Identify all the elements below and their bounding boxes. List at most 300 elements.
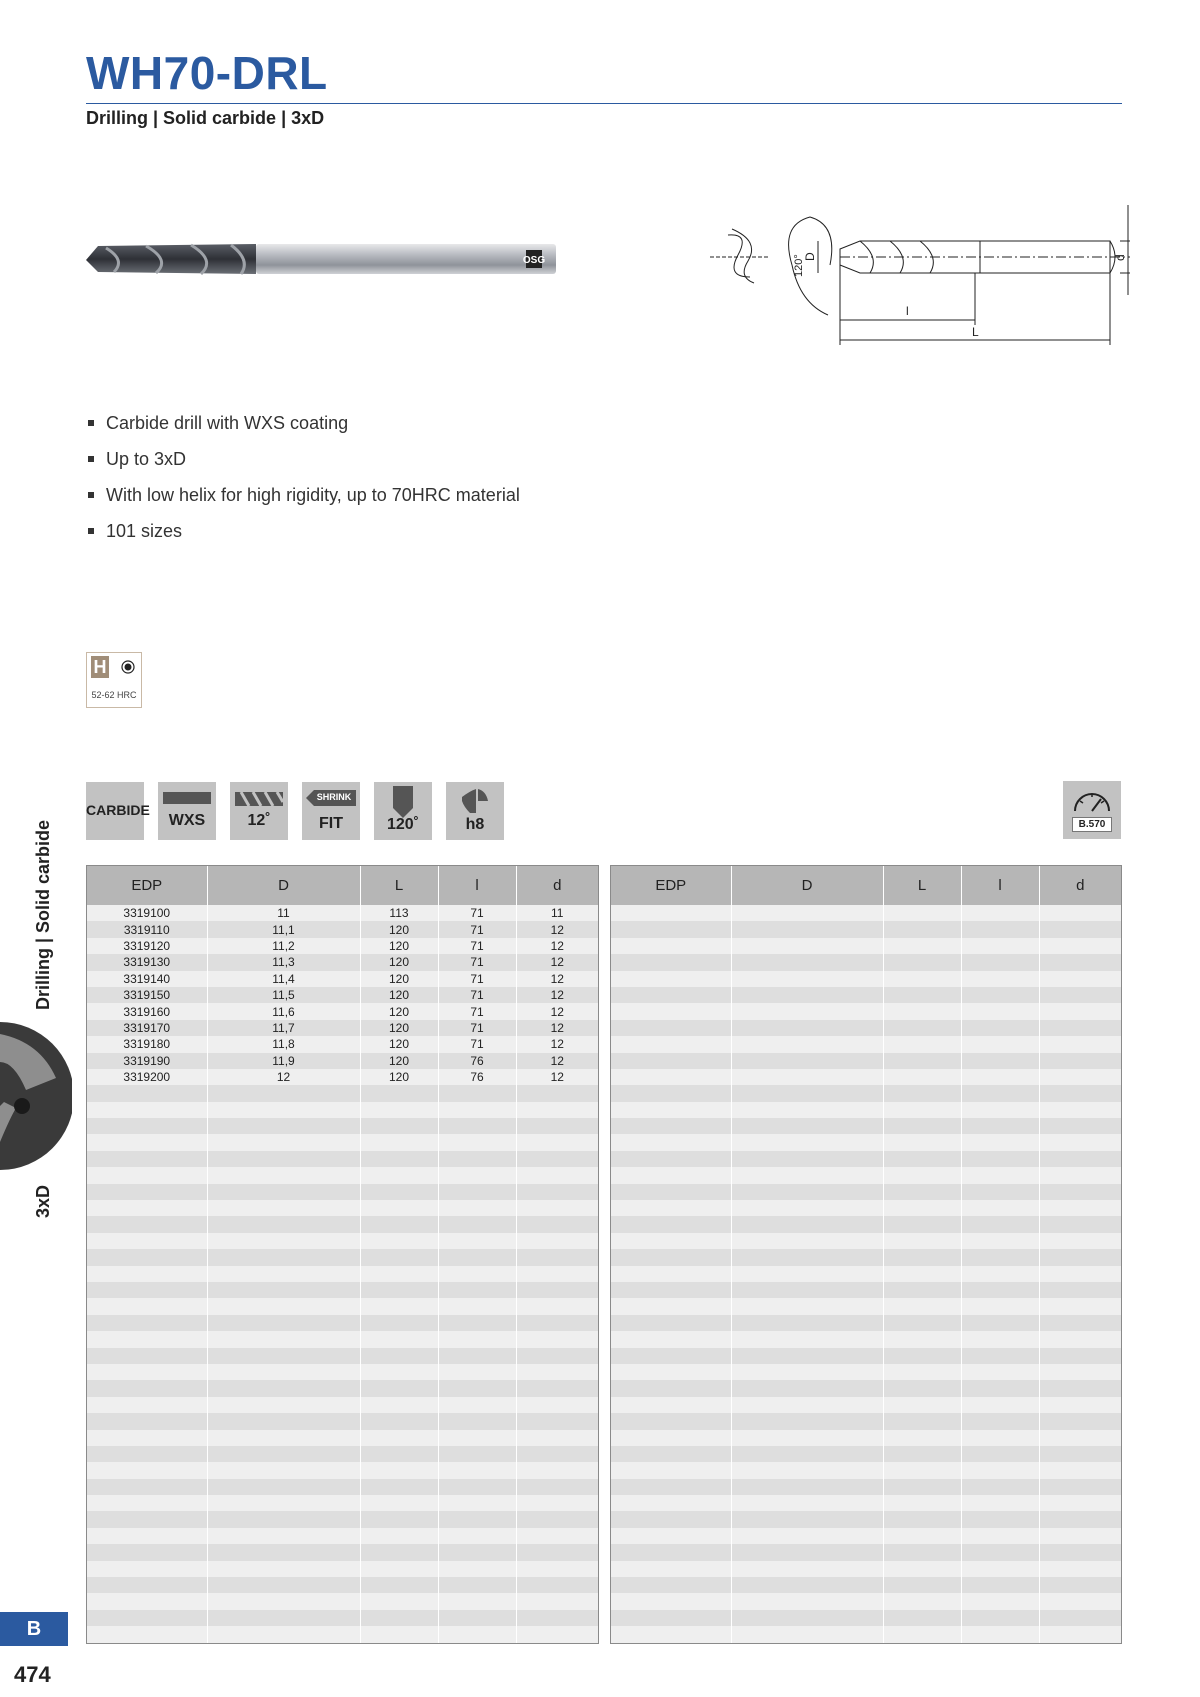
table-cell (731, 1331, 883, 1347)
table-cell (883, 1036, 961, 1052)
table-cell (438, 1134, 516, 1150)
material-badge (86, 652, 142, 708)
table-cell (883, 1430, 961, 1446)
table-cell (1039, 1593, 1121, 1609)
table-cell (360, 1462, 438, 1478)
table-row (611, 1495, 1121, 1511)
table-cell (961, 1413, 1039, 1429)
table-cell (516, 1479, 598, 1495)
table-row (611, 938, 1121, 954)
table-cell (360, 1118, 438, 1134)
table-cell (438, 1430, 516, 1446)
table-row (87, 987, 598, 1003)
table-cell (87, 1364, 207, 1380)
table-cell (883, 921, 961, 937)
table-cell (87, 1430, 207, 1446)
table-cell (611, 1413, 731, 1429)
table-cell (731, 1134, 883, 1150)
table-cell: 11 (516, 905, 598, 921)
table-cell (611, 987, 731, 1003)
table-cell (883, 971, 961, 987)
table-cell (360, 1626, 438, 1642)
table-cell (207, 1331, 360, 1347)
table-cell: 120 (360, 1053, 438, 1069)
table-row (611, 1069, 1121, 1085)
table-cell (731, 1003, 883, 1019)
shrink-label: SHRINK (316, 792, 352, 802)
table-cell (1039, 1348, 1121, 1364)
table-cell (360, 1266, 438, 1282)
table-cell (516, 1511, 598, 1527)
table-cell (731, 1167, 883, 1183)
table-cell (87, 1593, 207, 1609)
table-cell (360, 1446, 438, 1462)
table-cell (360, 1430, 438, 1446)
table-cell (360, 1085, 438, 1101)
table-cell (360, 1315, 438, 1331)
table-cell (360, 1593, 438, 1609)
table-cell: 113 (360, 905, 438, 921)
table-cell (87, 1446, 207, 1462)
table-cell: 12 (516, 1069, 598, 1085)
table-row (611, 1315, 1121, 1331)
drill-photo (86, 238, 566, 282)
table-cell (516, 1184, 598, 1200)
table-cell (516, 1266, 598, 1282)
table-row (87, 1626, 598, 1642)
table-cell (1039, 1102, 1121, 1118)
table-cell (1039, 938, 1121, 954)
drawing-label-angle: 120° (793, 254, 805, 277)
table-cell: 71 (438, 905, 516, 921)
gauge-icon (1072, 787, 1112, 813)
table-cell (516, 1561, 598, 1577)
table-cell (883, 1069, 961, 1085)
table-cell (883, 1380, 961, 1396)
table-cell (1039, 1610, 1121, 1626)
table-cell (883, 1593, 961, 1609)
table-cell (961, 1593, 1039, 1609)
table-cell (1039, 1200, 1121, 1216)
table-cell: 12 (516, 1003, 598, 1019)
table-cell (360, 1134, 438, 1150)
table-cell (516, 1528, 598, 1544)
table-cell (731, 1626, 883, 1642)
table-cell (961, 1528, 1039, 1544)
table-cell: 3319110 (87, 921, 207, 937)
coating-label: WXS (168, 812, 206, 829)
table-cell (516, 1430, 598, 1446)
table-row (87, 1413, 598, 1429)
coating-attribute (158, 782, 216, 840)
table-cell (438, 1331, 516, 1347)
table-cell (516, 1446, 598, 1462)
table-cell (438, 1315, 516, 1331)
table-cell (207, 1528, 360, 1544)
table-cell (961, 1249, 1039, 1265)
table-cell (731, 1577, 883, 1593)
table-cell (207, 1593, 360, 1609)
table-cell (611, 1020, 731, 1036)
table-cell (961, 1298, 1039, 1314)
table-cell (883, 1134, 961, 1150)
table-row (611, 1561, 1121, 1577)
table-cell (438, 1266, 516, 1282)
table-cell (731, 1561, 883, 1577)
table-cell (438, 1282, 516, 1298)
table-cell (87, 1413, 207, 1429)
table-row (611, 1397, 1121, 1413)
reference-attribute (1063, 781, 1121, 839)
table-cell (611, 1167, 731, 1183)
table-cell (883, 1495, 961, 1511)
table-cell (360, 1331, 438, 1347)
table-cell (611, 1577, 731, 1593)
table-cell (1039, 1233, 1121, 1249)
table-cell (438, 1298, 516, 1314)
table-row (87, 1134, 598, 1150)
table-cell (883, 1003, 961, 1019)
column-header: l (961, 866, 1039, 905)
table-cell: 120 (360, 1036, 438, 1052)
table-row (87, 1266, 598, 1282)
table-cell (1039, 1036, 1121, 1052)
table-cell: 11,7 (207, 1020, 360, 1036)
table-cell (611, 954, 731, 970)
table-cell (1039, 1184, 1121, 1200)
table-cell (1039, 1511, 1121, 1527)
table-cell (360, 1216, 438, 1232)
table-cell: 11,6 (207, 1003, 360, 1019)
table-cell (1039, 1167, 1121, 1183)
table-cell (516, 1249, 598, 1265)
table-cell (207, 1430, 360, 1446)
table-cell (731, 1495, 883, 1511)
table-cell (438, 1364, 516, 1380)
table-cell (883, 1233, 961, 1249)
column-header: d (516, 866, 598, 905)
table-cell (207, 1610, 360, 1626)
table-cell (611, 1118, 731, 1134)
table-cell (207, 1282, 360, 1298)
coating-bar-icon (163, 792, 211, 804)
table-cell (611, 1298, 731, 1314)
table-cell (961, 1036, 1039, 1052)
table-cell: 11,1 (207, 921, 360, 937)
table-row (87, 1577, 598, 1593)
table-row (611, 921, 1121, 937)
table-cell (87, 1479, 207, 1495)
table-row (611, 1134, 1121, 1150)
material-hardness-range: 52-62 HRC (91, 690, 137, 700)
table-cell (883, 1413, 961, 1429)
feature-text: Up to 3xD (106, 449, 187, 469)
table-row (87, 954, 598, 970)
table-cell (1039, 1331, 1121, 1347)
table-cell (438, 1544, 516, 1560)
table-cell (1039, 1020, 1121, 1036)
table-cell (611, 921, 731, 937)
table-cell (207, 1151, 360, 1167)
table-cell (731, 1413, 883, 1429)
table-row (611, 1200, 1121, 1216)
table-cell (883, 1102, 961, 1118)
table-cell: 11,5 (207, 987, 360, 1003)
table-cell: 11,9 (207, 1053, 360, 1069)
table-cell (611, 938, 731, 954)
table-cell (611, 905, 731, 921)
table-cell (731, 938, 883, 954)
table-row (87, 1479, 598, 1495)
table-cell (731, 1216, 883, 1232)
table-cell (961, 1331, 1039, 1347)
table-cell (883, 1610, 961, 1626)
column-header: D (731, 866, 883, 905)
table-cell: 12 (516, 971, 598, 987)
table-row (87, 1167, 598, 1183)
table-cell (611, 1216, 731, 1232)
table-cell (360, 1413, 438, 1429)
table-cell (438, 1413, 516, 1429)
drawing-label-L: L (972, 325, 979, 339)
table-cell (1039, 1380, 1121, 1396)
table-cell: 12 (516, 921, 598, 937)
table-cell (207, 1118, 360, 1134)
table-cell (883, 1282, 961, 1298)
table-cell (961, 1282, 1039, 1298)
table-row (87, 921, 598, 937)
table-cell (883, 1626, 961, 1642)
spec-table-left (86, 865, 599, 1644)
table-cell (731, 1298, 883, 1314)
column-header: D (207, 866, 360, 905)
table-cell (731, 1479, 883, 1495)
table-cell (731, 1184, 883, 1200)
table-cell (438, 1200, 516, 1216)
table-cell (438, 1511, 516, 1527)
table-cell (961, 1495, 1039, 1511)
table-row (87, 1331, 598, 1347)
table-row (87, 1462, 598, 1478)
table-cell (360, 1282, 438, 1298)
table-row (611, 1528, 1121, 1544)
table-cell (1039, 1413, 1121, 1429)
tolerance-attribute (446, 782, 504, 840)
table-cell (961, 905, 1039, 921)
table-row (611, 1348, 1121, 1364)
table-cell (207, 1577, 360, 1593)
table-cell (1039, 987, 1121, 1003)
tolerance-label: h8 (465, 816, 485, 833)
table-cell (87, 1151, 207, 1167)
table-row (87, 1528, 598, 1544)
table-cell (883, 1479, 961, 1495)
table-row (611, 1610, 1121, 1626)
table-cell (611, 1249, 731, 1265)
table-cell (611, 1151, 731, 1167)
table-cell: 76 (438, 1053, 516, 1069)
table-cell: 11,4 (207, 971, 360, 987)
table-row (87, 1102, 598, 1118)
table-cell (516, 1577, 598, 1593)
table-row (87, 1085, 598, 1101)
table-cell (1039, 1118, 1121, 1134)
table-cell (360, 1102, 438, 1118)
table-cell (961, 954, 1039, 970)
table-cell (731, 1446, 883, 1462)
table-cell (360, 1184, 438, 1200)
table-cell (207, 1315, 360, 1331)
bullet-icon (88, 528, 94, 534)
table-cell (1039, 1151, 1121, 1167)
table-cell (438, 1216, 516, 1232)
table-cell (961, 1397, 1039, 1413)
table-cell (438, 1151, 516, 1167)
table-cell (438, 1184, 516, 1200)
table-cell (360, 1479, 438, 1495)
table-cell (207, 1380, 360, 1396)
table-cell (961, 1380, 1039, 1396)
table-cell (87, 1200, 207, 1216)
table-cell: 12 (516, 1020, 598, 1036)
page-number: 474 (14, 1662, 51, 1687)
table-cell: 120 (360, 954, 438, 970)
table-cell (731, 1282, 883, 1298)
table-cell (731, 1053, 883, 1069)
reference-label: B.570 (1072, 817, 1112, 832)
table-row (611, 1577, 1121, 1593)
table-cell (1039, 1577, 1121, 1593)
drawing-label-l: l (906, 304, 909, 318)
table-cell (961, 987, 1039, 1003)
table-cell (611, 1184, 731, 1200)
table-cell (207, 1216, 360, 1232)
table-row (87, 1020, 598, 1036)
shrink-fit-attribute (302, 782, 360, 840)
table-cell (731, 1249, 883, 1265)
table-cell (87, 1315, 207, 1331)
table-cell (883, 905, 961, 921)
table-cell (731, 987, 883, 1003)
table-row (87, 938, 598, 954)
table-cell: 12 (516, 954, 598, 970)
table-row (87, 1380, 598, 1396)
table-cell (360, 1528, 438, 1544)
table-row (611, 1282, 1121, 1298)
table-cell (611, 1200, 731, 1216)
table-cell: 3319150 (87, 987, 207, 1003)
table-cell (731, 1036, 883, 1052)
table-cell: 11,8 (207, 1036, 360, 1052)
table-cell (961, 1233, 1039, 1249)
table-cell (883, 1544, 961, 1560)
table-cell (611, 1069, 731, 1085)
table-row (611, 1364, 1121, 1380)
table-cell (87, 1085, 207, 1101)
table-row (87, 1495, 598, 1511)
table-row (87, 971, 598, 987)
table-cell (516, 1216, 598, 1232)
table-cell (438, 1249, 516, 1265)
table-row (611, 971, 1121, 987)
table-cell (731, 1348, 883, 1364)
table-cell (87, 1528, 207, 1544)
table-cell (961, 1430, 1039, 1446)
table-cell (87, 1348, 207, 1364)
table-cell (961, 1577, 1039, 1593)
table-cell (207, 1413, 360, 1429)
table-cell (731, 971, 883, 987)
table-cell (961, 1134, 1039, 1150)
table-cell (883, 1364, 961, 1380)
table-cell (1039, 1003, 1121, 1019)
material-letter: H (91, 656, 109, 678)
table-cell (207, 1085, 360, 1101)
table-cell (516, 1331, 598, 1347)
table-row (611, 1020, 1121, 1036)
table-cell (360, 1577, 438, 1593)
table-cell (516, 1380, 598, 1396)
table-cell (611, 1495, 731, 1511)
helix-icon (235, 792, 283, 806)
table-cell: 120 (360, 938, 438, 954)
table-cell (87, 1102, 207, 1118)
table-cell (961, 1348, 1039, 1364)
table-cell (611, 1053, 731, 1069)
table-cell (438, 1462, 516, 1478)
table-cell (87, 1233, 207, 1249)
sidebar-category-label: Drilling | Solid carbide (33, 819, 53, 1010)
table-cell (87, 1216, 207, 1232)
table-row (611, 1413, 1121, 1429)
carbide-attribute (86, 782, 150, 840)
table-cell (883, 1331, 961, 1347)
table-cell (1039, 1430, 1121, 1446)
table-cell (611, 1315, 731, 1331)
table-row (87, 1200, 598, 1216)
drill-cross-section-icon (0, 1022, 72, 1170)
feature-item (88, 518, 520, 554)
table-cell (87, 1511, 207, 1527)
table-cell (961, 1479, 1039, 1495)
table-cell (883, 1020, 961, 1036)
table-cell (961, 1003, 1039, 1019)
table-row (611, 1593, 1121, 1609)
table-cell (961, 1610, 1039, 1626)
table-cell (438, 1397, 516, 1413)
column-header: EDP (87, 866, 207, 905)
table-cell (883, 1249, 961, 1265)
table-cell (207, 1561, 360, 1577)
table-cell: 71 (438, 1020, 516, 1036)
column-header: L (883, 866, 961, 905)
table-cell (438, 1348, 516, 1364)
table-cell (611, 1479, 731, 1495)
table-cell (207, 1446, 360, 1462)
table-cell (516, 1200, 598, 1216)
table-cell (883, 1118, 961, 1134)
table-cell (961, 1053, 1039, 1069)
table-cell (438, 1561, 516, 1577)
table-cell (87, 1610, 207, 1626)
table-cell (360, 1167, 438, 1183)
shank-tolerance-icon (460, 787, 490, 813)
drill-point-icon (393, 786, 413, 818)
table-row (611, 1331, 1121, 1347)
table-cell (438, 1577, 516, 1593)
table-cell: 3319100 (87, 905, 207, 921)
table-row (611, 1380, 1121, 1396)
